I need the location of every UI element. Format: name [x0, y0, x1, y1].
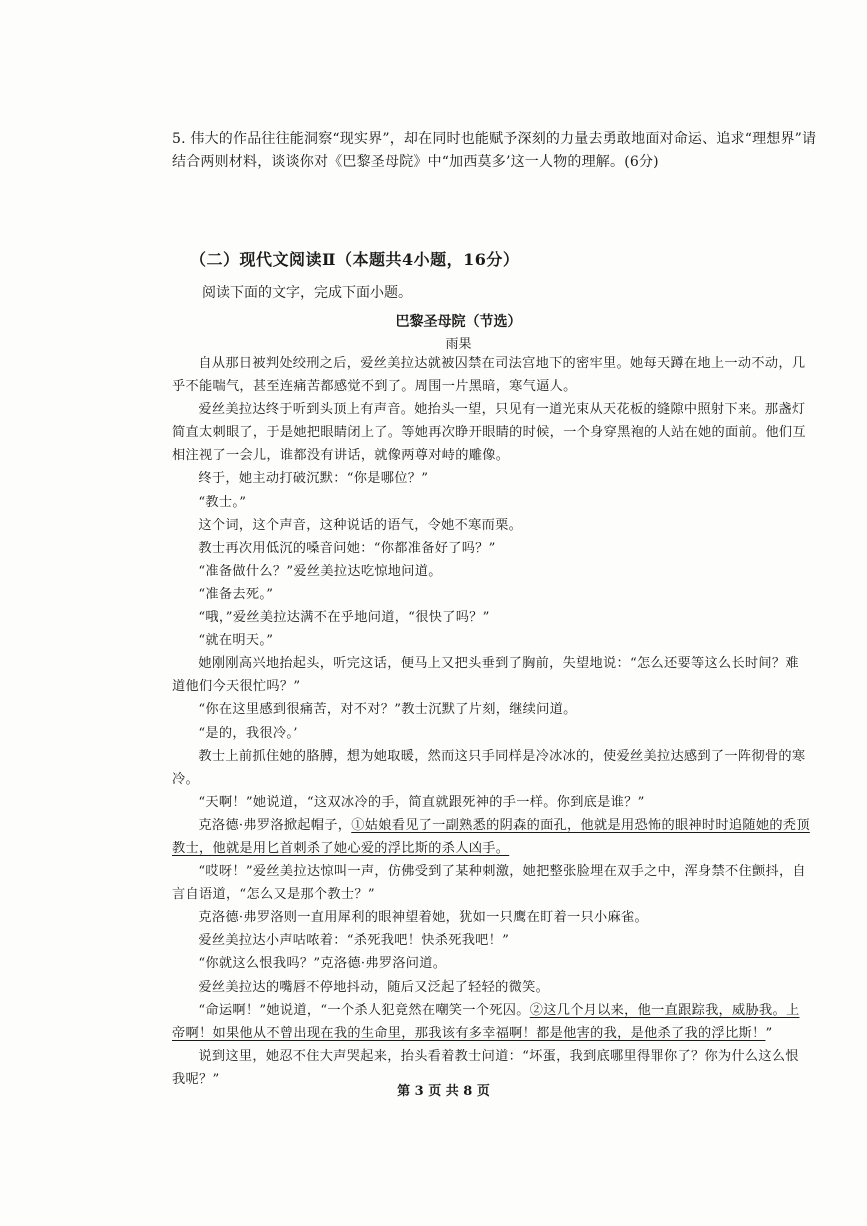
article-paragraph: 教士再次用低沉的嗓音问她：“你都准备好了吗？” [198, 540, 496, 556]
article-paragraph: “你就这么恨我吗？”克洛德·弗罗洛问道。 [198, 956, 447, 972]
question-5 [172, 128, 822, 174]
article-paragraph: 终于，她主动打破沉默：“你是哪位？” [198, 471, 429, 487]
section-title: （二）现代文阅读Ⅱ（本题共4小题，16分） [190, 250, 520, 269]
article-paragraph: “准备做什么？”爱丝美拉达吃惊地问道。 [198, 563, 442, 579]
article-title: 巴黎圣母院（节选） [395, 314, 522, 330]
article-paragraph: “哦，”爱丝美拉达满不在乎地问道，“很快了吗？” [198, 610, 490, 626]
article-paragraph: 自从那日被判处绞刑之后，爱丝美拉达就被囚禁在司法宫地下的密牢里。她每天蹲在地上一动不动，几乎不能喘气，甚至连痛苦都感觉不到了。周围一片黑暗，寒气逼人。 [172, 356, 806, 395]
underlined-sentence: ①姑娘看见了一副熟悉的阴森的面孔，他就是用恐怖的眼神时时追随她的秃顶教士，他就是用匕首刺杀了她心爱的浮比斯的杀人凶手。 [172, 817, 810, 856]
article-paragraph: “就在明天。” [198, 633, 274, 649]
article-paragraph: 克洛德·弗罗洛则一直用犀利的眼神望着她，犹如一只鹰在盯着一只小麻雀。 [198, 910, 648, 926]
article-paragraph [172, 814, 812, 860]
article-paragraph: “准备去死。” [198, 586, 274, 602]
article-author: 雨果 [445, 337, 472, 352]
article-body [172, 352, 812, 1091]
paragraph-text: 克洛德·弗罗洛掀起帽子， [198, 817, 352, 833]
article-paragraph: “教士。” [198, 494, 247, 510]
paragraph-text: ” [765, 1025, 773, 1041]
article-paragraph: “哎呀！”爱丝美拉达惊叫一声，仿佛受到了某种刺激，她把整张脸埋在双手之中，浑身禁不住颤抖，自言自语道，“怎么又是那个教士？” [172, 864, 806, 903]
page-footer: 第 3 页 共 8 页 [397, 1084, 490, 1099]
article-paragraph: “你在这里感到很痛苦，对不对？”教士沉默了片刻，继续问道。 [198, 702, 577, 718]
underlined-sentence: ②这几个月以来，他一直跟踪我，威胁我。上帝啊！如果他从不曾出现在我的生命里，那我该有多幸福啊！都是他害的我，是他杀了我的浮比斯！ [172, 1002, 800, 1041]
article-paragraph: “是的，我很冷。’ [198, 725, 298, 741]
question-5-text: 5. 伟大的作品往往能洞察“现实界”，却在同时也能赋予深刻的力量去勇敢地面对命运、追求“理想界”请结合两则材料，谈谈你对《巴黎圣母院》中“加西莫多’这一人物的理解。(6分) [172, 131, 817, 170]
section-instruction: 阅读下面的文字，完成下面小题。 [202, 285, 412, 301]
article-paragraph: “天啊！”她说道，“这双冰冷的手，简直就跟死神的手一样。你到底是谁？” [198, 794, 645, 810]
article-paragraph: 这个词，这个声音，这种说话的语气，令她不寒而栗。 [198, 517, 523, 533]
article-paragraph: 爱丝美拉达的嘴唇不停地抖动，随后又泛起了轻轻的微笑。 [198, 979, 550, 995]
paragraph-text: “命运啊！”她说道，“一个杀人犯竟然在嘲笑一个死囚。 [198, 1002, 530, 1018]
article-paragraph: 教士上前抓住她的胳膊，想为她取暖，然而这只手同样是冷冰冰的，使爱丝美拉达感到了一阵彻骨的寒冷。 [172, 748, 806, 787]
article-paragraph: 说到这里，她忍不住大声哭起来，抬头看着教士问道：“坏蛋，我到底哪里得罪你了？你为什么这么恨我呢？” [172, 1048, 799, 1087]
article-paragraph: 爱丝美拉达终于听到头顶上有声音。她抬头一望，只见有一道光束从天花板的缝隙中照射下来。那盏灯简直太刺眼了，于是她把眼睛闭上了。等她再次睁开眼睛的时候，一个身穿黑袍的人站在她的面前。他们互相注视了一会儿，谁都没有讲话，就像两尊对峙的雕像。 [172, 402, 806, 464]
article-paragraph [172, 999, 812, 1045]
article-paragraph: 爱丝美拉达小声咕哝着：“杀死我吧！快杀死我吧！” [198, 933, 510, 949]
article-paragraph: 她刚刚高兴地抬起头，听完这话，便马上又把头垂到了胸前，失望地说：“怎么还要等这么长时间？难道他们今天很忙吗？” [172, 656, 799, 695]
